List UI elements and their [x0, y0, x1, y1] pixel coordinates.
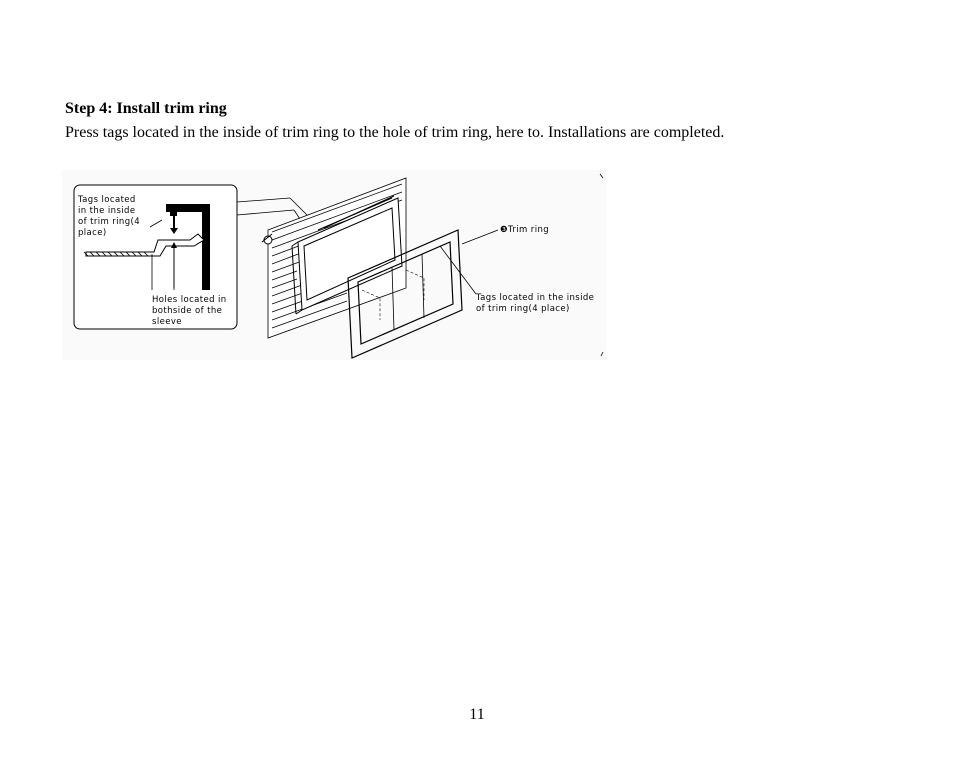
detail-inset: [74, 185, 237, 329]
page-number: 11: [469, 706, 485, 723]
step-instruction: Press tags located in the inside of trim ring to the hole of trim ring, here to. Installations are completed.: [65, 124, 725, 141]
installation-diagram: [62, 170, 607, 360]
label-tags-inside-line-2: of trim ring(4 place): [476, 304, 570, 314]
callout-tags-line-4: place): [78, 228, 107, 238]
callout-tags-line-2: in the inside: [78, 206, 136, 216]
callout-tags-line-1: Tags located: [78, 195, 136, 205]
callout-tags-line-3: of trim ring(4: [78, 217, 141, 227]
step-heading: Step 4: Install trim ring: [65, 100, 227, 117]
callout-holes-line-1: Holes located in: [152, 295, 227, 305]
label-trim-ring: ❸Trim ring: [500, 225, 550, 235]
callout-holes-line-3: sleeve: [152, 317, 182, 327]
label-tags-inside-line-1: Tags located in the inside: [476, 293, 595, 303]
callout-holes-line-2: bothside of the: [152, 306, 223, 316]
